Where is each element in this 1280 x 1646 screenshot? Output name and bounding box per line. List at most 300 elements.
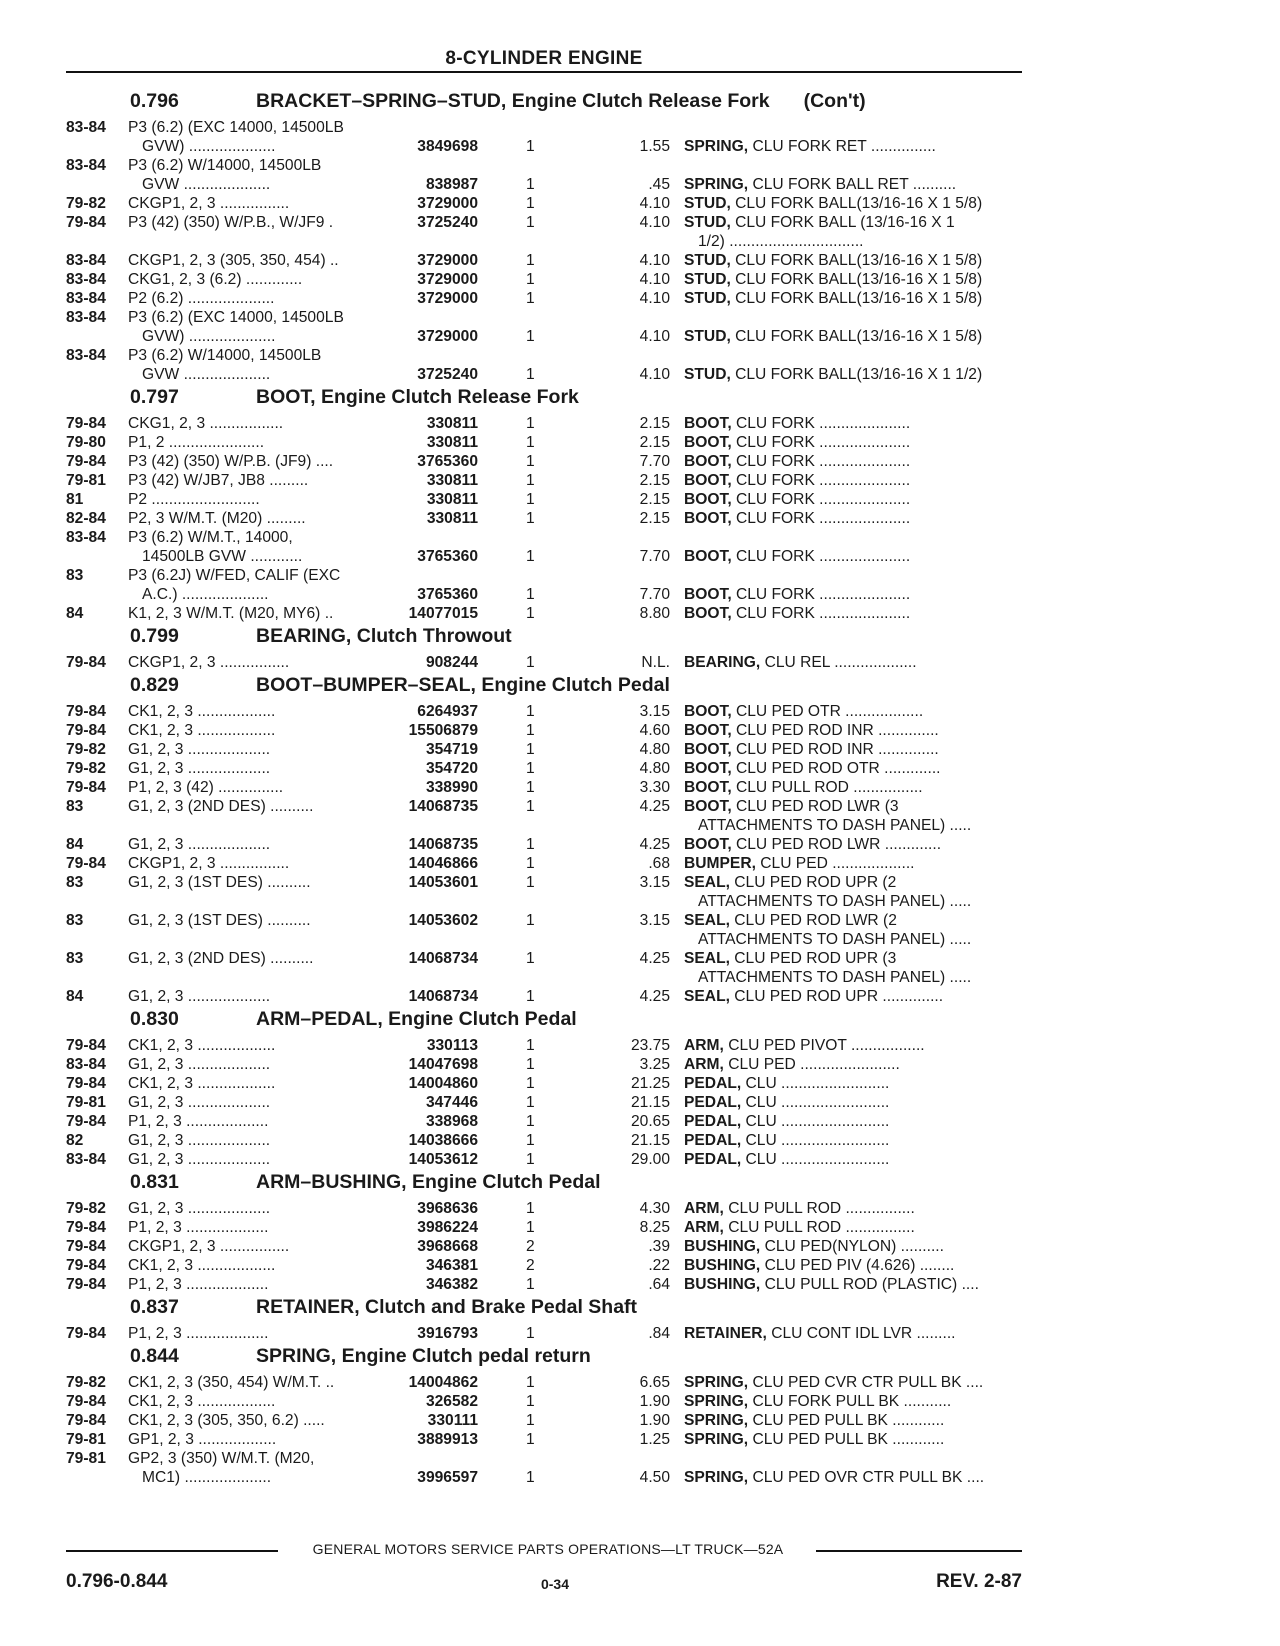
table-row [66, 778, 1026, 797]
row-description-text: CLU ......................... [745, 1075, 890, 1092]
section-title-text: RETAINER, Clutch and Brake Pedal Shaft [256, 1296, 638, 1318]
row-price: 7.70 [639, 453, 670, 470]
row-model: CK1, 2, 3 .................. [128, 722, 276, 739]
row-description [684, 1411, 944, 1430]
table-row [66, 1055, 1026, 1074]
row-description [684, 1373, 983, 1392]
row-description-keyword: BOOT, [684, 722, 732, 739]
table-row [66, 911, 1026, 949]
row-model: G1, 2, 3 ................... [128, 1056, 271, 1073]
row-model: GVW .................... [142, 366, 271, 383]
row-description [684, 778, 923, 797]
row-description [684, 702, 923, 721]
row-description-text: CLU ......................... [745, 1113, 890, 1130]
row-quantity: 1 [526, 1374, 535, 1391]
row-description-keyword: SEAL, [684, 988, 730, 1005]
row-year: 83-84 [66, 252, 106, 269]
row-description-keyword: BOOT, [684, 605, 732, 622]
section-title [256, 625, 512, 648]
row-description-text: CLU PULL ROD ................ [728, 1219, 915, 1236]
row-model: P3 (6.2) (EXC 14000, 14500LB [128, 309, 344, 326]
table-row [66, 471, 1026, 490]
row-description [684, 137, 936, 156]
row-year: 79-81 [66, 1431, 106, 1448]
row-description [684, 1093, 889, 1112]
row-description-keyword: SEAL, [684, 874, 730, 891]
row-model: P3 (42) (350) W/P.B. (JF9) .... [128, 453, 334, 470]
row-price: 2.15 [639, 510, 670, 527]
row-part-number: 3729000 [417, 195, 478, 212]
row-part-number: 15506879 [408, 722, 478, 739]
row-description-keyword: STUD, [684, 195, 731, 212]
row-part-number: 14004862 [408, 1374, 478, 1391]
row-year: 83 [66, 567, 84, 584]
section-continued: (Con't) [803, 90, 866, 112]
row-quantity: 1 [526, 912, 535, 929]
row-quantity: 1 [526, 874, 535, 891]
row-year: 83-84 [66, 290, 106, 307]
row-quantity: 1 [526, 1037, 535, 1054]
row-model: K1, 2, 3 W/M.T. (M20, MY6) .. [128, 605, 334, 622]
row-year: 79-84 [66, 415, 106, 432]
section-number: 0.796 [130, 90, 179, 112]
section-header [66, 1006, 1026, 1036]
section-title-text: BRACKET–SPRING–STUD, Engine Clutch Release Fork [256, 90, 770, 112]
parts-list [66, 88, 1026, 1487]
table-row [66, 414, 1026, 433]
row-model: P1, 2, 3 ................... [128, 1325, 269, 1342]
row-description-keyword: SPRING, [684, 1374, 749, 1391]
row-price: 20.65 [630, 1113, 670, 1130]
row-description-text: CLU FORK ..................... [736, 491, 911, 508]
row-description-text: CLU ......................... [745, 1151, 890, 1168]
row-quantity: 1 [526, 855, 535, 872]
row-year: 83-84 [66, 529, 106, 546]
row-description [684, 414, 910, 433]
section-number: 0.844 [130, 1345, 179, 1367]
row-year: 79-84 [66, 1412, 106, 1429]
row-description [684, 365, 982, 384]
row-description-text: CLU PED PIVOT ................. [728, 1037, 925, 1054]
row-part-number: 3729000 [417, 252, 478, 269]
row-price: 4.60 [639, 722, 670, 739]
row-quantity: 1 [526, 138, 535, 155]
row-year: 79-81 [66, 472, 106, 489]
row-year: 79-84 [66, 1219, 106, 1236]
row-description-text: CLU PED OTR .................. [736, 703, 924, 720]
row-year: 79-84 [66, 1075, 106, 1092]
row-year: 82 [66, 1132, 84, 1149]
row-part-number: 14053601 [408, 874, 478, 891]
table-row [66, 1392, 1026, 1411]
row-model: CK1, 2, 3 (350, 454) W/M.T. .. [128, 1374, 335, 1391]
row-year: 84 [66, 605, 84, 622]
row-quantity: 1 [526, 1325, 535, 1342]
row-quantity: 1 [526, 836, 535, 853]
row-year: 83 [66, 950, 84, 967]
row-model: P1, 2, 3 ................... [128, 1219, 269, 1236]
row-description [684, 1256, 954, 1275]
row-model: CKGP1, 2, 3 ................ [128, 195, 290, 212]
row-description-text: CLU FORK BALL(13/16-16 X 1 5/8) [735, 195, 983, 212]
table-row [66, 873, 1026, 911]
row-description [684, 930, 971, 949]
row-model: P1, 2, 3 ................... [128, 1276, 269, 1293]
page-title: 8-CYLINDER ENGINE [445, 48, 643, 69]
row-description-text: CLU ......................... [745, 1132, 890, 1149]
row-description-text: CLU PED PULL BK ............ [752, 1431, 945, 1448]
row-part-number: 14004860 [408, 1075, 478, 1092]
row-model: G1, 2, 3 (1ST DES) .......... [128, 874, 311, 891]
row-year: 83 [66, 798, 84, 815]
row-part-number: 14038666 [408, 1132, 478, 1149]
row-year: 79-84 [66, 703, 106, 720]
section-header [66, 88, 1026, 118]
row-price: 4.25 [639, 798, 670, 815]
row-price: 4.25 [639, 950, 670, 967]
row-price: 4.10 [639, 290, 670, 307]
row-description-keyword: BOOT, [684, 415, 732, 432]
row-quantity: 1 [526, 1132, 535, 1149]
row-year: 79-84 [66, 1238, 106, 1255]
row-description-keyword: SPRING, [684, 176, 749, 193]
section-title-text: SPRING, Engine Clutch pedal return [256, 1345, 591, 1367]
row-description [684, 289, 982, 308]
row-model: P1, 2, 3 (42) ............... [128, 779, 284, 796]
row-description-text: CLU FORK ..................... [736, 605, 911, 622]
row-description-text: CLU PED ROD LWR ............. [736, 836, 942, 853]
row-part-number: 346381 [425, 1257, 478, 1274]
row-year: 81 [66, 491, 84, 508]
row-description [684, 835, 941, 854]
table-row [66, 1218, 1026, 1237]
row-price: 4.50 [639, 1469, 670, 1486]
row-quantity: 1 [526, 605, 535, 622]
row-description-text: CLU FORK BALL(13/16-16 X 1 1/2) [735, 366, 983, 383]
row-part-number: 14053612 [408, 1151, 478, 1168]
row-part-number: 838987 [425, 176, 478, 193]
row-year: 79-82 [66, 741, 106, 758]
row-description [684, 327, 982, 346]
row-part-number: 346382 [425, 1276, 478, 1293]
row-description-keyword: STUD, [684, 328, 731, 345]
row-description-keyword: BOOT, [684, 453, 732, 470]
table-row [66, 308, 1026, 346]
row-part-number: 14047698 [408, 1056, 478, 1073]
row-model: GVW .................... [142, 176, 271, 193]
row-quantity: 1 [526, 1276, 535, 1293]
row-description-keyword: ARM, [684, 1056, 724, 1073]
table-row [66, 118, 1026, 156]
row-description [684, 1430, 944, 1449]
row-quantity: 1 [526, 722, 535, 739]
row-quantity: 1 [526, 366, 535, 383]
row-model: GVW) .................... [142, 138, 276, 155]
row-quantity: 1 [526, 1469, 535, 1486]
row-quantity: 1 [526, 988, 535, 1005]
row-quantity: 1 [526, 271, 535, 288]
row-description-keyword: BOOT, [684, 472, 732, 489]
row-model: CKGP1, 2, 3 ................ [128, 1238, 290, 1255]
row-model: G1, 2, 3 (1ST DES) .......... [128, 912, 311, 929]
row-quantity: 1 [526, 1393, 535, 1410]
row-description [684, 604, 910, 623]
row-price: 4.25 [639, 988, 670, 1005]
section-title [256, 674, 670, 697]
table-row [66, 289, 1026, 308]
row-description [684, 1237, 944, 1256]
table-row [66, 740, 1026, 759]
row-model: MC1) .................... [142, 1469, 272, 1486]
row-quantity: 1 [526, 1412, 535, 1429]
row-price: 4.10 [639, 214, 670, 231]
row-description-keyword: STUD, [684, 252, 731, 269]
row-description [684, 175, 956, 194]
row-description [684, 547, 910, 566]
section-title [256, 1345, 591, 1368]
row-description [684, 740, 939, 759]
row-model: CK1, 2, 3 (305, 350, 6.2) ..... [128, 1412, 325, 1429]
row-description [684, 816, 971, 835]
row-description [684, 1324, 956, 1343]
table-row [66, 1112, 1026, 1131]
table-row [66, 1074, 1026, 1093]
row-year: 83-84 [66, 309, 106, 326]
row-model: P3 (6.2) W/14000, 14500LB [128, 157, 322, 174]
row-part-number: 3889913 [417, 1431, 478, 1448]
table-row [66, 1131, 1026, 1150]
row-description-text: CLU PED ................... [760, 855, 915, 872]
row-price: 4.10 [639, 328, 670, 345]
row-year: 83 [66, 912, 84, 929]
row-description-text: CLU FORK ..................... [736, 586, 911, 603]
row-description-text: CLU FORK ..................... [736, 472, 911, 489]
row-description-text: CLU PED ROD LWR (2 [734, 912, 897, 929]
row-quantity: 1 [526, 1113, 535, 1130]
row-quantity: 1 [526, 415, 535, 432]
section-title-text: BOOT–BUMPER–SEAL, Engine Clutch Pedal [256, 674, 670, 696]
row-part-number: 3729000 [417, 328, 478, 345]
table-row [66, 835, 1026, 854]
row-year: 83-84 [66, 157, 106, 174]
row-description-text: CLU PED ....................... [728, 1056, 900, 1073]
table-row [66, 509, 1026, 528]
row-model: CK1, 2, 3 .................. [128, 1075, 276, 1092]
footer-rule-right [816, 1550, 1022, 1552]
row-year: 83-84 [66, 347, 106, 364]
row-part-number: 3725240 [417, 214, 478, 231]
row-quantity: 1 [526, 741, 535, 758]
row-part-number: 14068734 [408, 950, 478, 967]
row-model: P3 (6.2) (EXC 14000, 14500LB [128, 119, 344, 136]
row-year: 79-84 [66, 855, 106, 872]
row-description-keyword: BUSHING, [684, 1257, 761, 1274]
row-part-number: 347446 [425, 1094, 478, 1111]
row-model: CKG1, 2, 3 ................. [128, 415, 284, 432]
row-year: 79-81 [66, 1094, 106, 1111]
row-price: 1.90 [639, 1412, 670, 1429]
row-part-number: 3765360 [417, 586, 478, 603]
row-price: 21.15 [630, 1132, 670, 1149]
section-header [66, 672, 1026, 702]
row-part-number: 14068735 [408, 836, 478, 853]
row-model: CKG1, 2, 3 (6.2) ............. [128, 271, 303, 288]
section-header [66, 623, 1026, 653]
row-description-keyword: BOOT, [684, 548, 732, 565]
row-price: 8.80 [639, 605, 670, 622]
row-model: G1, 2, 3 ................... [128, 741, 271, 758]
row-description-text: CLU CONT IDL LVR ......... [771, 1325, 956, 1342]
row-description-text: CLU REL ................... [764, 654, 917, 671]
section-title-text: BEARING, Clutch Throwout [256, 625, 512, 647]
row-part-number: 14046866 [408, 855, 478, 872]
row-price: 3.30 [639, 779, 670, 796]
row-description [684, 452, 910, 471]
row-model: GVW) .................... [142, 328, 276, 345]
row-quantity: 2 [526, 1238, 535, 1255]
row-year: 79-84 [66, 453, 106, 470]
row-description-keyword: BOOT, [684, 510, 732, 527]
row-quantity: 1 [526, 1075, 535, 1092]
row-part-number: 330811 [426, 510, 478, 527]
row-description-text: ATTACHMENTS TO DASH PANEL) ..... [698, 893, 972, 910]
row-quantity: 1 [526, 328, 535, 345]
row-description-text: CLU PED ROD UPR (2 [734, 874, 897, 891]
row-year: 79-84 [66, 1113, 106, 1130]
row-price: 2.15 [639, 472, 670, 489]
row-description [684, 873, 896, 892]
row-year: 79-84 [66, 722, 106, 739]
row-part-number: 3916793 [417, 1325, 478, 1342]
header-rule [66, 71, 1022, 73]
row-description [684, 892, 971, 911]
row-part-number: 330811 [426, 472, 478, 489]
row-price: 3.15 [639, 874, 670, 891]
section-number: 0.837 [130, 1296, 179, 1318]
row-model: G1, 2, 3 ................... [128, 988, 271, 1005]
row-description-text: CLU FORK BALL(13/16-16 X 1 5/8) [735, 252, 983, 269]
row-description-keyword: SEAL, [684, 912, 730, 929]
table-row [66, 1324, 1026, 1343]
row-model: GP1, 2, 3 .................. [128, 1431, 277, 1448]
row-description [684, 270, 982, 289]
row-description [684, 1074, 889, 1093]
row-price: 29.00 [630, 1151, 670, 1168]
row-part-number: 354719 [425, 741, 478, 758]
row-part-number: 330811 [426, 415, 478, 432]
row-price: 4.80 [639, 741, 670, 758]
row-part-number: 3849698 [417, 138, 478, 155]
section-header [66, 384, 1026, 414]
row-description-text: CLU PED ROD UPR (3 [734, 950, 897, 967]
row-description [684, 1218, 915, 1237]
section-header [66, 1343, 1026, 1373]
row-description [684, 433, 910, 452]
row-year: 82-84 [66, 510, 106, 527]
row-part-number: 3765360 [417, 453, 478, 470]
row-part-number: 14068735 [408, 798, 478, 815]
row-year: 79-80 [66, 434, 106, 451]
row-description-text: CLU FORK ..................... [736, 415, 911, 432]
row-description-text: CLU FORK BALL (13/16-16 X 1 [735, 214, 955, 231]
row-description-keyword: SPRING, [684, 1393, 749, 1410]
row-description-text: CLU FORK ..................... [736, 453, 911, 470]
row-model: P1, 2, 3 ................... [128, 1113, 269, 1130]
footer-range: 0.796-0.844 [66, 1571, 168, 1592]
row-price: 4.80 [639, 760, 670, 777]
row-model: CK1, 2, 3 .................. [128, 703, 276, 720]
row-part-number: 338990 [425, 779, 478, 796]
row-year: 79-82 [66, 1200, 106, 1217]
section-number: 0.829 [130, 674, 179, 696]
row-model: P3 (6.2J) W/FED, CALIF (EXC [128, 567, 341, 584]
section-title-text: ARM–PEDAL, Engine Clutch Pedal [256, 1008, 577, 1030]
row-description [684, 1150, 889, 1169]
table-row [66, 1256, 1026, 1275]
footer-revision: REV. 2-87 [936, 1571, 1022, 1592]
row-description [684, 232, 864, 251]
row-year: 84 [66, 836, 84, 853]
row-quantity: 1 [526, 176, 535, 193]
row-price: .68 [648, 855, 670, 872]
row-model: G1, 2, 3 (2ND DES) .......... [128, 798, 314, 815]
row-description-keyword: SPRING, [684, 1412, 749, 1429]
table-row [66, 1373, 1026, 1392]
table-row [66, 566, 1026, 604]
row-description [684, 1131, 889, 1150]
table-row [66, 1199, 1026, 1218]
row-model: G1, 2, 3 ................... [128, 1200, 271, 1217]
section-header [66, 1169, 1026, 1199]
row-description-text: ATTACHMENTS TO DASH PANEL) ..... [698, 817, 972, 834]
row-quantity: 1 [526, 214, 535, 231]
table-row [66, 949, 1026, 987]
row-model: P3 (42) (350) W/P.B., W/JF9 . [128, 214, 334, 231]
row-price: .84 [648, 1325, 670, 1342]
table-row [66, 702, 1026, 721]
row-year: 79-82 [66, 195, 106, 212]
row-quantity: 1 [526, 548, 535, 565]
row-description-text: CLU FORK BALL(13/16-16 X 1 5/8) [735, 328, 983, 345]
row-price: .39 [648, 1238, 670, 1255]
row-quantity: 1 [526, 252, 535, 269]
row-year: 79-84 [66, 214, 106, 231]
table-row [66, 1150, 1026, 1169]
row-description [684, 1275, 979, 1294]
row-year: 79-84 [66, 1257, 106, 1274]
row-model: P1, 2 ...................... [128, 434, 265, 451]
row-description-text: CLU PULL ROD ................ [728, 1200, 915, 1217]
row-description [684, 1036, 925, 1055]
row-price: 7.70 [639, 586, 670, 603]
row-model: P3 (42) W/JB7, JB8 ......... [128, 472, 309, 489]
row-description-keyword: ARM, [684, 1219, 724, 1236]
row-model: G1, 2, 3 ................... [128, 760, 271, 777]
row-description-text: ATTACHMENTS TO DASH PANEL) ..... [698, 969, 972, 986]
row-description-keyword: SPRING, [684, 138, 749, 155]
row-part-number: 3968636 [417, 1200, 478, 1217]
section-number: 0.799 [130, 625, 179, 647]
section-title [256, 1171, 601, 1194]
row-description-text: CLU PED ROD LWR (3 [736, 798, 899, 815]
row-description-text: CLU PED ROD UPR .............. [734, 988, 944, 1005]
row-quantity: 1 [526, 798, 535, 815]
section-title [256, 1296, 637, 1319]
row-part-number: 3725240 [417, 366, 478, 383]
row-year: 83-84 [66, 119, 106, 136]
row-year: 79-82 [66, 1374, 106, 1391]
row-price: 2.15 [639, 434, 670, 451]
